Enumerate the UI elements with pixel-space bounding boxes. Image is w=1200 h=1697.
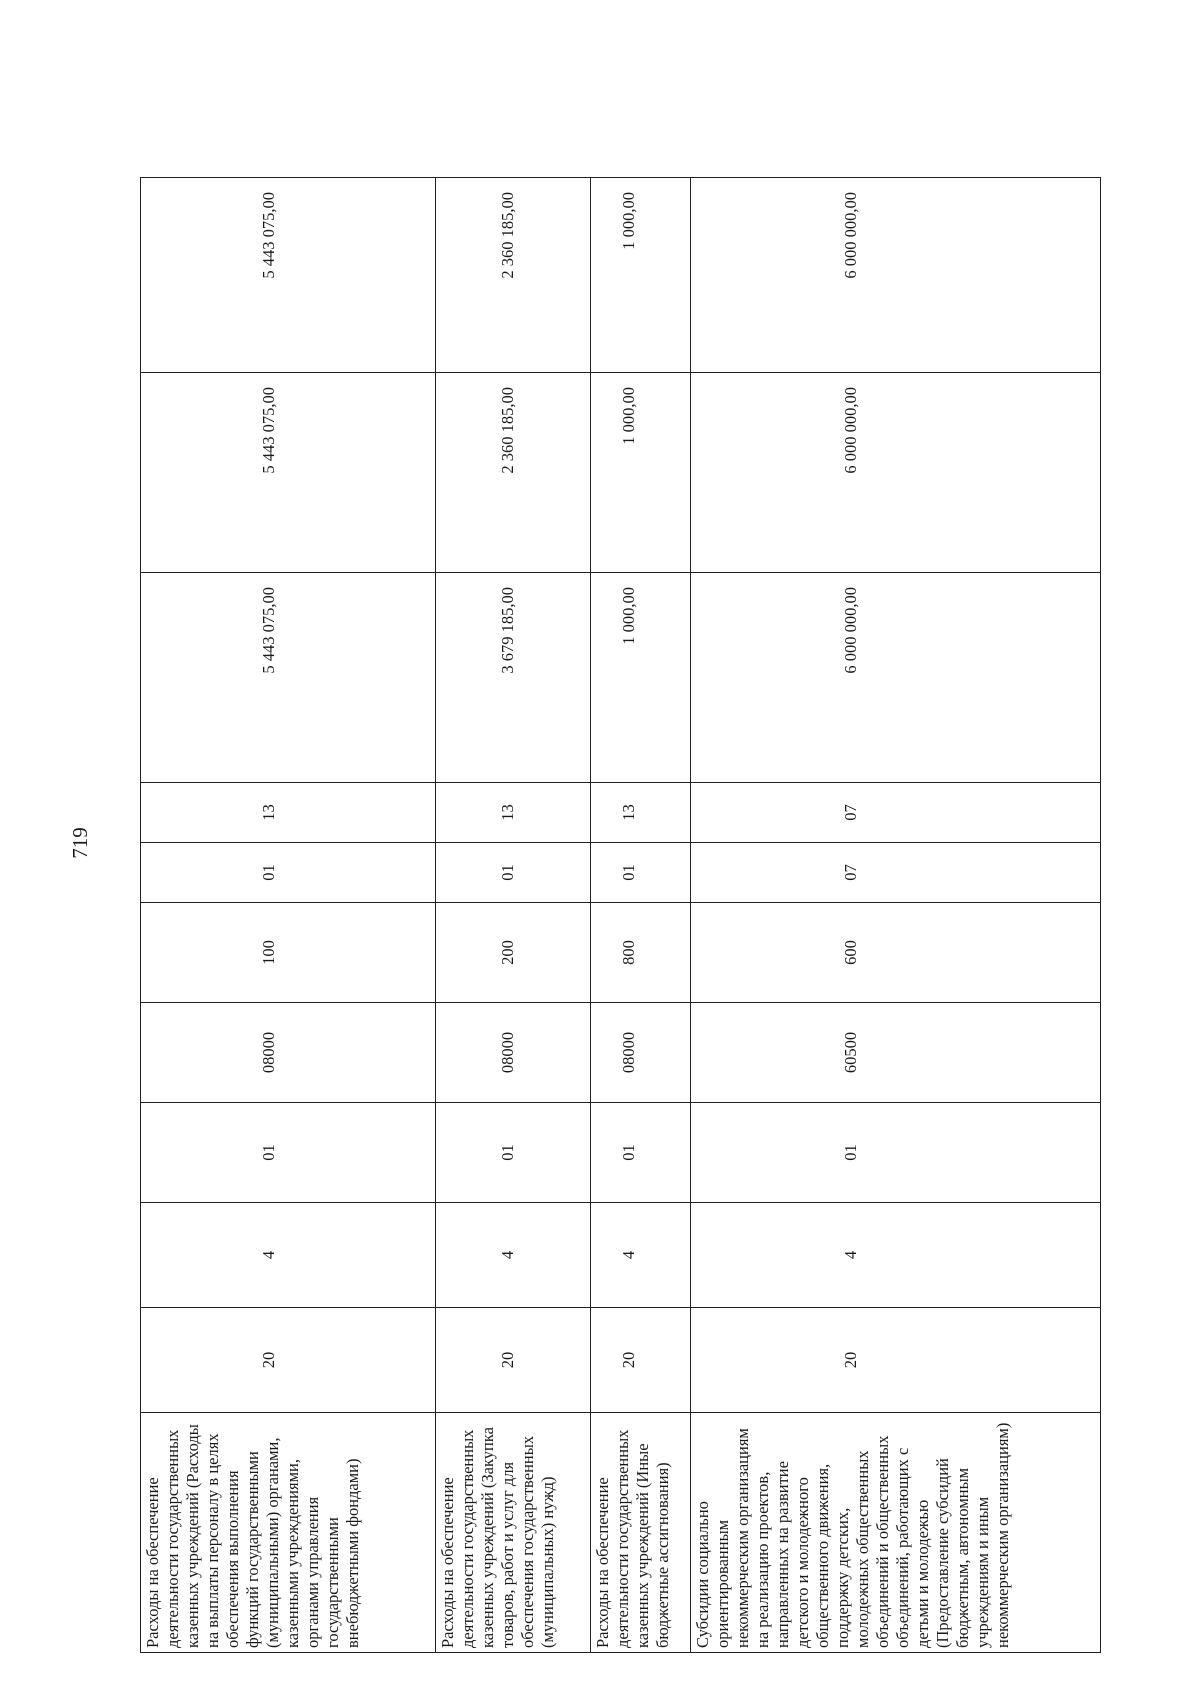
cell-amount: 5 443 075,00 (141, 373, 436, 573)
row-description: Расходы на обеспечение деятельности государственных казенных учреждений (Расходы на выплаты персоналу в целях обеспечения выполнения функций государственными (муниципальными) органами, казенными учреждениями, органами управления государственными внебюджетными фондами) (141, 1413, 436, 1653)
cell-code: 13 (141, 783, 436, 843)
row-description: Расходы на обеспечение деятельности государственных казенных учреждений (Закупка товаров, работ и услуг для обеспечения государственных (муниципальных) нужд) (436, 1413, 591, 1653)
cell-code: 01 (436, 843, 591, 903)
budget-table (140, 177, 1101, 1653)
cell-code: 01 (591, 1103, 691, 1203)
cell-amount: 2 360 185,00 (436, 178, 591, 373)
table-row (691, 178, 1101, 1653)
row-description: Субсидии социально ориентированным некоммерческим организациям на реализацию проектов, направленных на развитие детского и молодежного общественного движения, поддержку детских, молодежных общественных объединений и общественных объединений, работающих с детьми и молодежью (Предоставление субсидий бюджетным, автономным учреждениям и иным некоммерческим организациям) (691, 1413, 1101, 1653)
cell-code: 20 (591, 1308, 691, 1413)
cell-code: 20 (691, 1308, 1101, 1413)
cell-code: 01 (141, 843, 436, 903)
cell-amount: 1 000,00 (591, 178, 691, 373)
cell-amount: 1 000,00 (591, 373, 691, 573)
page-number: 719 (68, 827, 92, 859)
cell-code: 01 (141, 1103, 436, 1203)
cell-amount: 6 000 000,00 (691, 373, 1101, 573)
cell-code: 08000 (436, 1003, 591, 1103)
cell-code: 4 (691, 1203, 1101, 1308)
table-row (591, 178, 691, 1653)
table-row (436, 178, 591, 1653)
cell-code: 13 (436, 783, 591, 843)
cell-code: 20 (141, 1308, 436, 1413)
cell-amount: 6 000 000,00 (691, 178, 1101, 373)
cell-code: 4 (591, 1203, 691, 1308)
cell-code: 01 (436, 1103, 591, 1203)
cell-code: 07 (691, 783, 1101, 843)
cell-code: 07 (691, 843, 1101, 903)
cell-code: 20 (436, 1308, 591, 1413)
cell-code: 01 (691, 1103, 1101, 1203)
cell-code: 4 (436, 1203, 591, 1308)
cell-code: 60500 (691, 1003, 1101, 1103)
budget-table-rotated (140, 178, 1100, 1653)
cell-code: 13 (591, 783, 691, 843)
cell-amount: 6 000 000,00 (691, 573, 1101, 783)
cell-code: 200 (436, 903, 591, 1003)
cell-code: 01 (591, 843, 691, 903)
cell-amount: 1 000,00 (591, 573, 691, 783)
cell-code: 08000 (591, 1003, 691, 1103)
cell-code: 08000 (141, 1003, 436, 1103)
cell-code: 800 (591, 903, 691, 1003)
table-row (141, 178, 436, 1653)
cell-code: 4 (141, 1203, 436, 1308)
row-description: Расходы на обеспечение деятельности государственных казенных учреждений (Иные бюджетные ассигнования) (591, 1413, 691, 1653)
cell-amount: 5 443 075,00 (141, 573, 436, 783)
cell-amount: 3 679 185,00 (436, 573, 591, 783)
cell-amount: 2 360 185,00 (436, 373, 591, 573)
cell-amount: 5 443 075,00 (141, 178, 436, 373)
cell-code: 600 (691, 903, 1101, 1003)
cell-code: 100 (141, 903, 436, 1003)
